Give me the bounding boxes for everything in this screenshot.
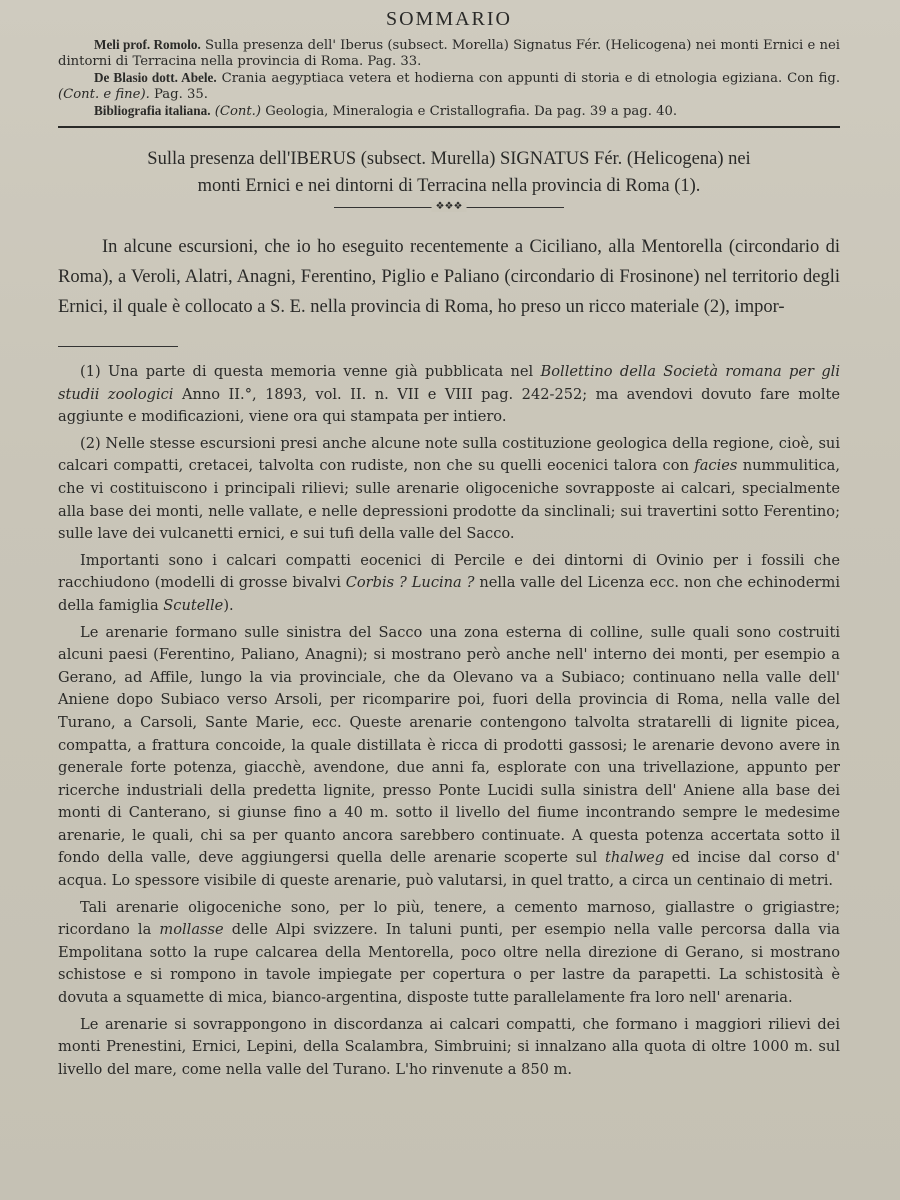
article-title [58,146,840,200]
sommario-heading: SOMMARIO [385,8,513,30]
article-title-line-2: monti Ernici e nei dintorni di Terracina nella provincia di Roma (1). [197,176,701,196]
title-ornament [334,201,564,212]
footnote-2-text-b: nummulitica, che vi costituiscono i principali rilievi; sulle arenarie oligoceniche sovrapposte ai calcari, specialmente alla base dei monti, nelle vallate, e nelle depressioni prodotte da sinclinali; sui travertini sotto Ferentino; sulle lave dei vulcanetti ernici, e sui tufi della valle del Sacco. [58,457,841,543]
note-3-text-c: ). [223,596,234,614]
note-4-text-b: ed incise dal corso d' acqua. Lo spessore visibile di queste arenarie, può valutarsi, in quel tratto, a circa un centinaio di metri. [58,849,841,890]
intro-text: In alcune escursioni, che io ho eseguito recentemente a Ciciliano, alla Mentorella (circondario di Roma), a Veroli, Alatri, Anagni, Ferentino, Piglio e Paliano (circondario di Frosinone) nel territorio degli Ernici, il quale è collocato a S. E. nella provincia di Roma, ho preso un ricco materiale (2), impor- [58,237,840,317]
sommario-text-2b: Pag. 35. [153,87,208,102]
footnotes [58,361,840,1081]
sommario-entry-2 [58,70,840,103]
sommario-divider [58,126,840,128]
note-5-italic: mollasse [159,921,224,939]
sommario-entry-1 [58,37,840,70]
note-3-italic: Corbis ? Lucina ? [345,574,475,592]
note-4-italic: thalweg [604,849,665,867]
note-paragraph-6: Le arenarie si sovrappongono in discordanza ai calcari compatti, che formano i maggiori rilievi dei monti Prenestini, Ernici, Lepini, della Scalambra, Simbruini; si innalzano alla quota di oltre 1000 m. sul livello del mare, come nella valle del Turano. L'ho rinvenute a 850 m. [58,1015,840,1078]
note-5-text-a: Tali arenarie oligoceniche sono, per lo più, tenere, a cemento marnoso, giallastre o grigiastre; ricordano la [58,898,840,939]
footnote-2-italic: facies [694,457,738,475]
note-3-text-b: nella valle del Licenza ecc. non che echinodermi della famiglia [58,574,840,614]
ornament-flourish-icon: ❖❖❖ [432,202,467,212]
sommario-text-3: Geologia, Mineralogia e Cristallografia. Da pag. 39 a pag. 40. [265,104,678,119]
footnote-2 [58,433,840,546]
note-paragraph-4 [58,622,840,893]
footnote-rule [58,346,178,347]
note-paragraph-3 [58,550,840,618]
footnote-1 [58,361,840,429]
sommario-author-3: Bibliografia italiana. [94,103,211,118]
sommario-text-1: Sulla presenza dell' Iberus (subsect. Morella) Signatus Fér. (Helicogena) nei monti Ernici e nei dintorni di Terracina nella provincia di Roma. Pag. 33. [58,38,840,69]
sommario-author-2: De Blasio dott. Abele. [94,70,217,85]
sommario-text-2a: Crania aegyptiaca vetera et hodierna con appunti di storia e di etnologia egiziana. Con fig. [221,71,841,86]
footnote-2-text-a: (2) Nelle stesse escursioni presi anche alcune note sulla costituzione geologica della regione, cioè, sui calcari compatti, cretacei, talvolta con rudiste, non che su quelli eocenici talora con [58,434,840,475]
footnote-1-text-b: Anno II.°, 1893, vol. II. n. VII e VIII pag. 242-252; ma avendovi dovuto fare molte aggiunte e modificazioni, viene ora qui stampata per intiero. [58,385,841,426]
note-3-italic-2: Scutelle [163,596,224,614]
note-3-text-a: Importanti sono i calcari compatti eocenici di Percile e dei dintorni di Ovinio per i fossili che racchiudono (modelli di grosse bivalvi [58,551,840,592]
footnote-1-italic: Bollettino della Società romana per gli studii zoologici [58,363,841,403]
note-paragraph-5 [58,897,840,1010]
sommario-italic-3: (Cont.) [214,104,262,119]
note-4-text-a: Le arenarie formano sulle sinistra del Sacco una zona esterna di colline, sulle quali sono costruiti alcuni paesi (Ferentino, Paliano, Anagni); si mostrano però anche nell' interno dei monti, per esempio a Gerano, ad Affile, lungo la via provinciale, che da Olevano va a Subiaco; continuano nella valle dell' Aniene dopo Subiaco verso Arsoli, per ricomparire poi, fuori della provincia di Roma, nella valle del Turano, a Carsoli, Sante Marie, ecc. Queste arenarie contengono talvolta stratarelli di lignite picea, compatta, a frattura concoide, la quale distillata è ricca di prodotti gassosi; le arenarie devono avere in generale forte potenza, giacchè, avendone, due anni fa, esplorate con una trivellazione, appunto per ricerche industriali della predetta lignite, presso Ponte Lucidi sulla sinistra dell' Aniene alla base dei monti di Canterano, si giunse fino a 40 m. sotto il livello del fiume incontrando sempre le medesime arenarie, le quali, chi sa per quanto ancora sarebbero continuate. A questa potenza accertata sotto il fondo della valle, deve aggiungersi quella delle arenarie scoperte sul [58,623,840,867]
intro-paragraph [58,232,840,322]
note-5-text-b: delle Alpi svizzere. In taluni punti, per esempio nella valle percorsa dalla via Empolitana sotto la rupe calcarea della Mentorella, poco oltre nella direzione di Gerano, si mostrano schistose e si rompono in tavole impiegate per copertura o per lastre da parapetti. La schistosità è dovuta a squamette di mica, bianco-argentina, disposte tutte parallelamente fra loro nell' arenaria. [58,921,840,1007]
sommario-italic-2: (Cont. e fine). [58,87,150,102]
sommario-author-1: Meli prof. Romolo. [94,37,201,52]
sommario-entry-3 [58,103,840,120]
article-title-line-1: Sulla presenza dell'IBERUS (subsect. Murella) SIGNATUS Fér. (Helicogena) nei [147,149,751,169]
footnote-1-text-a: (1) Una parte di questa memoria venne già pubblicata nel [80,363,534,380]
